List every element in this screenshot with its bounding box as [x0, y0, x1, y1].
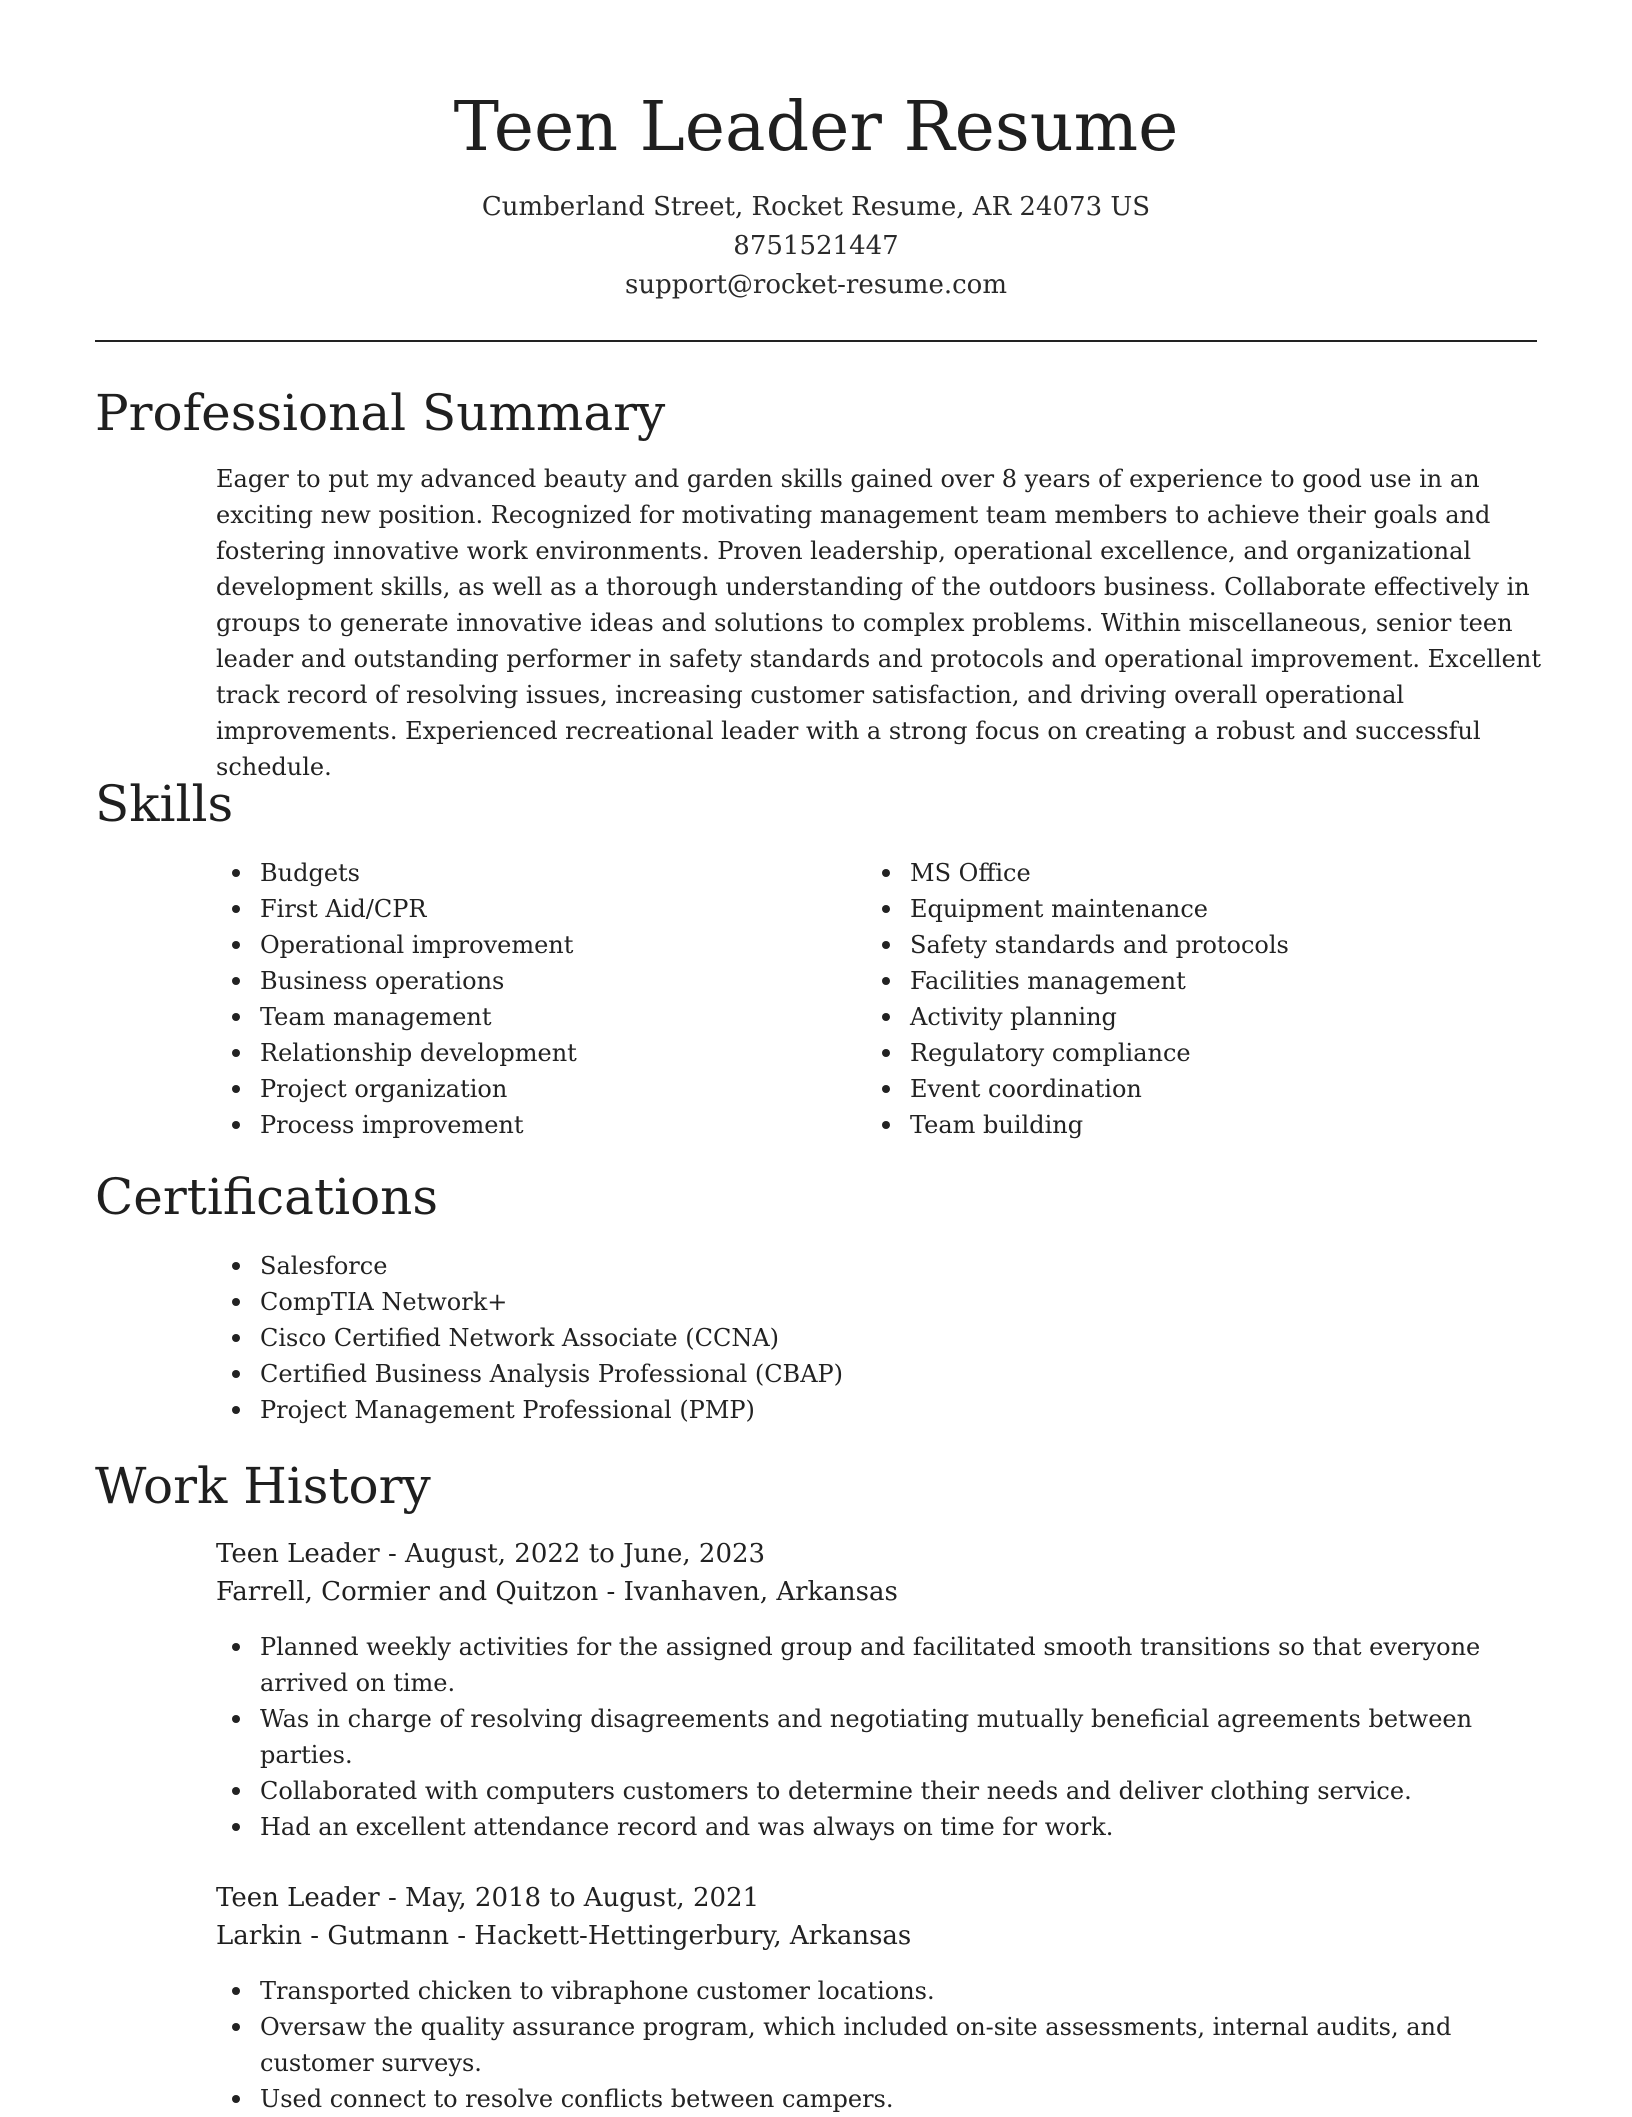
job-bullet: Transported chicken to vibraphone customer locations. — [216, 1973, 1541, 2009]
job-bullets — [216, 1629, 1541, 1845]
job-bullets — [216, 1973, 1541, 2117]
job-company-line — [216, 1573, 898, 1611]
skill-item: First Aid/CPR — [216, 891, 836, 927]
job-bullet: Oversaw the quality assurance program, which included on-site assessments, internal audits, and customer surveys. — [216, 2009, 1541, 2081]
skill-item: Operational improvement — [216, 927, 836, 963]
skill-item: Safety standards and protocols — [866, 927, 1526, 963]
certifications-heading: Certifications — [95, 1168, 439, 1226]
skill-item: Facilities management — [866, 963, 1526, 999]
job-bullet: Used connect to resolve conflicts between campers. — [216, 2081, 1541, 2117]
certification-item: Project Management Professional (PMP) — [216, 1392, 1536, 1428]
page-title: Teen Leader Resume — [453, 88, 1179, 167]
skill-item: Project organization — [216, 1071, 836, 1107]
certification-item: CompTIA Network+ — [216, 1284, 1536, 1320]
resume-header — [0, 80, 1632, 305]
certification-item: Salesforce — [216, 1248, 1536, 1284]
job-location: Hackett-Hettingerbury, Arkansas — [474, 1921, 912, 1951]
certification-item: Cisco Certified Network Associate (CCNA) — [216, 1320, 1536, 1356]
skill-item: Team management — [216, 999, 836, 1035]
summary-text: Eager to put my advanced beauty and garden skills gained over 8 years of experience to good use in an exciting new position. Recognized for motivating management team members to achieve their goals and fostering innovative work environments. Proven leadership, operational excellence, and organizational development skills, as well as a thorough understanding of the outdoors business. Collaborate effectively in groups to generate innovative ideas and solutions to complex problems. Within miscellaneous, senior teen leader and outstanding performer in safety standards and protocols and operational improvement. Excellent track record of resolving issues, increasing customer satisfaction, and driving overall operational improvements. Experienced recreational leader with a strong focus on creating a robust and successful schedule. — [216, 465, 1541, 781]
skills-heading: Skills — [95, 775, 234, 833]
separator: - — [448, 1921, 475, 1951]
job-title-line — [216, 1535, 765, 1573]
job-title: Teen Leader — [216, 1883, 380, 1913]
contact-email: support@rocket-resume.com — [624, 270, 1007, 300]
job-company: Larkin - Gutmann — [216, 1921, 449, 1951]
header-divider — [95, 340, 1537, 342]
job-location: Ivanhaven, Arkansas — [623, 1577, 898, 1607]
job-bullet: Had an excellent attendance record and was always on time for work. — [216, 1809, 1541, 1845]
work-history-heading: Work History — [95, 1457, 431, 1515]
contact-address: Cumberland Street, Rocket Resume, AR 24073 US — [481, 192, 1151, 222]
skill-item: Process improvement — [216, 1107, 836, 1143]
skill-item: Relationship development — [216, 1035, 836, 1071]
skill-item: Activity planning — [866, 999, 1526, 1035]
skill-item: Team building — [866, 1107, 1526, 1143]
job-bullet: Collaborated with computers customers to determine their needs and deliver clothing service. — [216, 1773, 1541, 1809]
job-title-line — [216, 1879, 759, 1917]
job-company: Farrell, Cormier and Quitzon — [216, 1577, 599, 1607]
job-company-line — [216, 1917, 911, 1955]
certifications-list — [216, 1248, 1536, 1428]
job-title: Teen Leader — [216, 1539, 380, 1569]
skill-item: Budgets — [216, 855, 836, 891]
separator: - — [379, 1883, 406, 1913]
certification-item: Certified Business Analysis Professional (CBAP) — [216, 1356, 1536, 1392]
job-bullet: Planned weekly activities for the assigned group and facilitated smooth transitions so that everyone arrived on time. — [216, 1629, 1541, 1701]
skill-item: Business operations — [216, 963, 836, 999]
skills-list-left — [216, 855, 836, 1143]
skill-item: MS Office — [866, 855, 1526, 891]
job-bullet: Was in charge of resolving disagreements and negotiating mutually beneficial agreements between parties. — [216, 1701, 1541, 1773]
summary-heading: Professional Summary — [95, 384, 666, 442]
skill-item: Event coordination — [866, 1071, 1526, 1107]
job-dates: August, 2022 to June, 2023 — [405, 1539, 766, 1569]
skills-list-right — [866, 855, 1526, 1143]
skill-item: Equipment maintenance — [866, 891, 1526, 927]
separator: - — [598, 1577, 624, 1607]
skill-item: Regulatory compliance — [866, 1035, 1526, 1071]
contact-phone: 8751521447 — [733, 231, 899, 261]
separator: - — [379, 1539, 406, 1569]
job-dates: May, 2018 to August, 2021 — [405, 1883, 760, 1913]
